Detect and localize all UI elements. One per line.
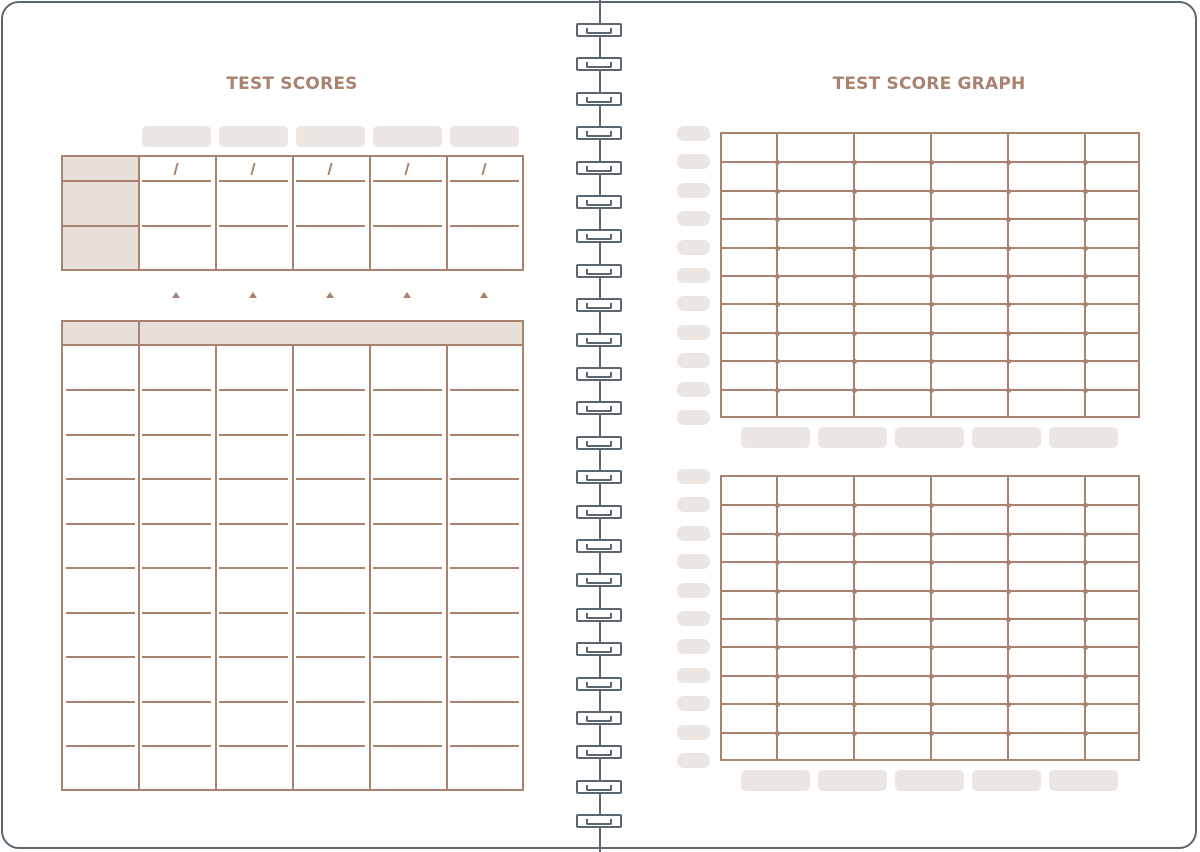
x-axis-label-field[interactable] <box>741 770 810 791</box>
graph-point[interactable] <box>852 274 857 279</box>
graph-point[interactable] <box>1083 560 1088 565</box>
record-write-line[interactable] <box>450 567 519 569</box>
graph-point[interactable] <box>929 731 934 736</box>
score-table-row-line <box>62 180 138 182</box>
spiral-ring <box>576 677 622 691</box>
graph-point[interactable] <box>929 503 934 508</box>
graph-point[interactable] <box>852 702 857 707</box>
y-axis-label-field[interactable] <box>677 268 710 283</box>
record-write-line[interactable] <box>142 701 211 703</box>
y-axis-label-field[interactable] <box>677 583 710 598</box>
spiral-ring <box>576 573 622 587</box>
graph-point[interactable] <box>852 503 857 508</box>
graph-point[interactable] <box>775 532 780 537</box>
graph-point[interactable] <box>775 274 780 279</box>
graph-point[interactable] <box>929 274 934 279</box>
record-write-line[interactable] <box>373 523 442 525</box>
graph-point[interactable] <box>852 674 857 679</box>
graph-point[interactable] <box>1006 532 1011 537</box>
graph-point[interactable] <box>1006 217 1011 222</box>
y-axis-label-field[interactable] <box>677 725 710 740</box>
date-write-line[interactable] <box>219 180 288 182</box>
graph-point[interactable] <box>1083 388 1088 393</box>
x-axis-label-field[interactable] <box>741 427 810 448</box>
record-write-line[interactable] <box>296 656 365 658</box>
record-write-line[interactable] <box>66 612 135 614</box>
record-write-line[interactable] <box>373 478 442 480</box>
graph-point[interactable] <box>775 189 780 194</box>
record-table-divider <box>138 321 140 790</box>
record-table-divider <box>215 344 217 790</box>
subject-header-field[interactable] <box>219 126 288 147</box>
record-write-line[interactable] <box>450 612 519 614</box>
graph-point[interactable] <box>929 702 934 707</box>
record-write-line[interactable] <box>66 745 135 747</box>
y-axis-label-field[interactable] <box>677 554 710 569</box>
y-axis-label-field[interactable] <box>677 639 710 654</box>
graph-point[interactable] <box>1083 702 1088 707</box>
graph-point[interactable] <box>1006 246 1011 251</box>
spiral-ring <box>576 780 622 794</box>
graph-point[interactable] <box>1006 302 1011 307</box>
y-axis-label-field[interactable] <box>677 753 710 768</box>
graph-point[interactable] <box>929 217 934 222</box>
graph-point[interactable] <box>1083 331 1088 336</box>
spiral-ring <box>576 195 622 209</box>
subject-header-field[interactable] <box>450 126 519 147</box>
graph-point[interactable] <box>1006 388 1011 393</box>
record-write-line[interactable] <box>450 434 519 436</box>
graph-point[interactable] <box>929 189 934 194</box>
spiral-ring <box>576 814 622 828</box>
graph-point[interactable] <box>1006 274 1011 279</box>
graph-point[interactable] <box>929 589 934 594</box>
spiral-ring <box>576 57 622 71</box>
subject-header-field[interactable] <box>142 126 211 147</box>
score-table-divider <box>138 156 140 270</box>
record-write-line[interactable] <box>296 701 365 703</box>
record-write-line[interactable] <box>373 656 442 658</box>
graph-point[interactable] <box>775 302 780 307</box>
score-table-divider <box>446 156 448 270</box>
graph-point[interactable] <box>775 731 780 736</box>
spiral-ring <box>576 92 622 106</box>
y-axis-label-field[interactable] <box>677 296 710 311</box>
graph-point[interactable] <box>929 560 934 565</box>
record-write-line[interactable] <box>450 389 519 391</box>
date-write-line[interactable] <box>373 180 442 182</box>
graph-point[interactable] <box>852 359 857 364</box>
graph-point[interactable] <box>1083 217 1088 222</box>
spiral-ring <box>576 436 622 450</box>
graph-point[interactable] <box>852 246 857 251</box>
graph-point[interactable] <box>929 388 934 393</box>
test-score-graph-title: TEST SCORE GRAPH <box>832 74 1026 94</box>
x-axis-label-field[interactable] <box>972 427 1041 448</box>
record-write-line[interactable] <box>142 523 211 525</box>
record-write-line[interactable] <box>66 389 135 391</box>
graph-point[interactable] <box>852 532 857 537</box>
date-write-line[interactable] <box>450 180 519 182</box>
record-write-line[interactable] <box>373 701 442 703</box>
graph-point[interactable] <box>1083 617 1088 622</box>
graph-point[interactable] <box>1006 645 1011 650</box>
spiral-ring <box>576 539 622 553</box>
record-write-line[interactable] <box>219 701 288 703</box>
record-write-line[interactable] <box>373 745 442 747</box>
graph-point[interactable] <box>775 331 780 336</box>
graph-point[interactable] <box>1006 617 1011 622</box>
y-axis-label-field[interactable] <box>677 611 710 626</box>
spiral-ring <box>576 711 622 725</box>
spiral-ring <box>576 745 622 759</box>
record-write-line[interactable] <box>450 478 519 480</box>
graph-point[interactable] <box>852 731 857 736</box>
arrow-up-icon <box>403 292 411 298</box>
y-axis-label-field[interactable] <box>677 668 710 683</box>
graph-point[interactable] <box>1083 274 1088 279</box>
graph-point[interactable] <box>1083 189 1088 194</box>
spiral-ring <box>576 161 622 175</box>
y-axis-label-field[interactable] <box>677 469 710 484</box>
x-axis-label-field[interactable] <box>895 770 964 791</box>
y-axis-label-field[interactable] <box>677 240 710 255</box>
y-axis-label-field[interactable] <box>677 325 710 340</box>
spiral-ring <box>576 505 622 519</box>
graph-point[interactable] <box>1006 503 1011 508</box>
spiral-ring <box>576 298 622 312</box>
record-write-line[interactable] <box>373 612 442 614</box>
graph-point[interactable] <box>852 560 857 565</box>
graph-point[interactable] <box>1083 532 1088 537</box>
x-axis-label-field[interactable] <box>895 427 964 448</box>
y-axis-label-field[interactable] <box>677 183 710 198</box>
record-write-line[interactable] <box>66 434 135 436</box>
graph-point[interactable] <box>852 189 857 194</box>
record-write-line[interactable] <box>219 745 288 747</box>
spiral-ring <box>576 23 622 37</box>
record-write-line[interactable] <box>450 745 519 747</box>
record-write-line[interactable] <box>296 478 365 480</box>
score-write-line[interactable] <box>219 225 288 227</box>
graph-point[interactable] <box>1083 589 1088 594</box>
record-write-line[interactable] <box>373 434 442 436</box>
graph-point[interactable] <box>1083 246 1088 251</box>
record-write-line[interactable] <box>66 656 135 658</box>
x-axis-label-field[interactable] <box>818 427 887 448</box>
graph-point[interactable] <box>775 160 780 165</box>
score-table-divider <box>369 156 371 270</box>
graph-point[interactable] <box>929 645 934 650</box>
record-write-line[interactable] <box>373 567 442 569</box>
y-axis-label-field[interactable] <box>677 353 710 368</box>
spiral-ring <box>576 229 622 243</box>
graph-point[interactable] <box>852 160 857 165</box>
test-scores-title: TEST SCORES <box>226 74 358 94</box>
y-axis-label-field[interactable] <box>677 211 710 226</box>
record-write-line[interactable] <box>219 478 288 480</box>
graph-point[interactable] <box>852 331 857 336</box>
score-write-line[interactable] <box>142 225 211 227</box>
graph-point[interactable] <box>929 359 934 364</box>
record-write-line[interactable] <box>219 567 288 569</box>
x-axis-label-field[interactable] <box>972 770 1041 791</box>
y-axis-label-field[interactable] <box>677 126 710 141</box>
graph-point[interactable] <box>852 388 857 393</box>
y-axis-label-field[interactable] <box>677 410 710 425</box>
graph-point[interactable] <box>929 302 934 307</box>
score-table-divider <box>292 156 294 270</box>
date-write-line[interactable] <box>296 180 365 182</box>
record-write-line[interactable] <box>219 434 288 436</box>
record-write-line[interactable] <box>219 656 288 658</box>
graph-point[interactable] <box>775 645 780 650</box>
graph-point[interactable] <box>1006 359 1011 364</box>
record-table-divider <box>369 344 371 790</box>
record-write-line[interactable] <box>219 612 288 614</box>
spiral-ring <box>576 401 622 415</box>
record-table-divider <box>446 344 448 790</box>
graph-point[interactable] <box>1006 731 1011 736</box>
y-axis-label-field[interactable] <box>677 382 710 397</box>
x-axis-label-field[interactable] <box>1049 427 1118 448</box>
record-write-line[interactable] <box>66 478 135 480</box>
record-write-line[interactable] <box>296 389 365 391</box>
graph-point[interactable] <box>852 645 857 650</box>
arrow-up-icon <box>249 292 257 298</box>
graph-point[interactable] <box>775 217 780 222</box>
graph-point[interactable] <box>775 617 780 622</box>
score-table-divider <box>215 156 217 270</box>
graph-point[interactable] <box>775 560 780 565</box>
record-write-line[interactable] <box>296 745 365 747</box>
graph-point[interactable] <box>929 246 934 251</box>
record-write-line[interactable] <box>219 523 288 525</box>
record-write-line[interactable] <box>66 701 135 703</box>
graph-point[interactable] <box>1083 359 1088 364</box>
record-write-line[interactable] <box>296 523 365 525</box>
graph-point[interactable] <box>775 702 780 707</box>
arrow-up-icon <box>480 292 488 298</box>
arrow-up-icon <box>326 292 334 298</box>
record-write-line[interactable] <box>66 523 135 525</box>
graph-point[interactable] <box>1083 503 1088 508</box>
record-write-line[interactable] <box>450 656 519 658</box>
graph-point[interactable] <box>1083 731 1088 736</box>
record-write-line[interactable] <box>142 612 211 614</box>
spiral-ring <box>576 470 622 484</box>
spiral-ring <box>576 367 622 381</box>
record-write-line[interactable] <box>142 389 211 391</box>
graph-point[interactable] <box>852 617 857 622</box>
score-write-line[interactable] <box>296 225 365 227</box>
record-write-line[interactable] <box>142 478 211 480</box>
graph-point[interactable] <box>775 359 780 364</box>
record-write-line[interactable] <box>142 656 211 658</box>
graph-point[interactable] <box>1006 674 1011 679</box>
graph-point[interactable] <box>1083 674 1088 679</box>
score-table-row-line <box>62 225 138 227</box>
graph-point[interactable] <box>775 503 780 508</box>
subject-header-field[interactable] <box>296 126 365 147</box>
graph-point[interactable] <box>929 331 934 336</box>
graph-point[interactable] <box>775 388 780 393</box>
graph-point[interactable] <box>1006 589 1011 594</box>
record-write-line[interactable] <box>373 389 442 391</box>
graph-point[interactable] <box>1083 302 1088 307</box>
record-write-line[interactable] <box>296 567 365 569</box>
x-axis-label-field[interactable] <box>818 770 887 791</box>
spiral-ring <box>576 642 622 656</box>
y-axis-label-field[interactable] <box>677 497 710 512</box>
score-write-line[interactable] <box>450 225 519 227</box>
record-write-line[interactable] <box>296 434 365 436</box>
record-write-line[interactable] <box>450 701 519 703</box>
record-write-line[interactable] <box>66 567 135 569</box>
graph-point[interactable] <box>852 217 857 222</box>
graph-point[interactable] <box>1083 160 1088 165</box>
record-write-line[interactable] <box>142 567 211 569</box>
y-axis-label-field[interactable] <box>677 154 710 169</box>
graph-point[interactable] <box>852 589 857 594</box>
graph-point[interactable] <box>929 532 934 537</box>
arrow-up-icon <box>172 292 180 298</box>
spiral-ring <box>576 333 622 347</box>
record-table-divider <box>292 344 294 790</box>
graph-point[interactable] <box>1006 560 1011 565</box>
spiral-ring <box>576 264 622 278</box>
graph-point[interactable] <box>1006 702 1011 707</box>
record-write-line[interactable] <box>219 389 288 391</box>
graph-point[interactable] <box>775 246 780 251</box>
graph-point[interactable] <box>852 302 857 307</box>
spiral-ring <box>576 126 622 140</box>
graph-point[interactable] <box>1006 331 1011 336</box>
graph-point[interactable] <box>775 589 780 594</box>
date-write-line[interactable] <box>142 180 211 182</box>
graph-point[interactable] <box>929 674 934 679</box>
score-write-line[interactable] <box>373 225 442 227</box>
graph-point[interactable] <box>1083 645 1088 650</box>
x-axis-label-field[interactable] <box>1049 770 1118 791</box>
graph-point[interactable] <box>1006 189 1011 194</box>
graph-point[interactable] <box>929 160 934 165</box>
record-write-line[interactable] <box>142 745 211 747</box>
graph-point[interactable] <box>775 674 780 679</box>
y-axis-label-field[interactable] <box>677 696 710 711</box>
record-write-line[interactable] <box>296 612 365 614</box>
record-write-line[interactable] <box>142 434 211 436</box>
graph-point[interactable] <box>1006 160 1011 165</box>
record-write-line[interactable] <box>450 523 519 525</box>
spiral-ring <box>576 608 622 622</box>
graph-point[interactable] <box>929 617 934 622</box>
subject-header-field[interactable] <box>373 126 442 147</box>
y-axis-label-field[interactable] <box>677 526 710 541</box>
